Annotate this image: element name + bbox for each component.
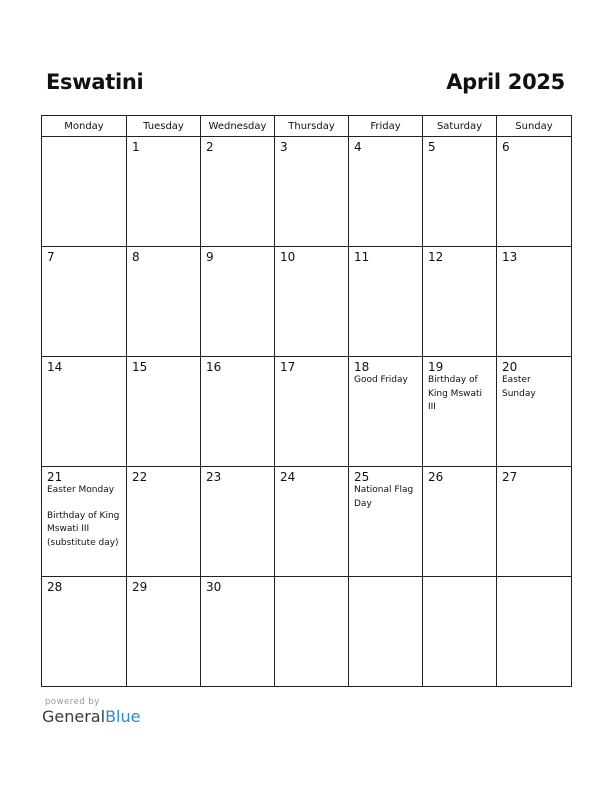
weekday-tuesday: Tuesday xyxy=(127,116,201,137)
day-cell-21 xyxy=(42,467,127,577)
day-number: 22 xyxy=(132,470,148,484)
weekday-wednesday: Wednesday xyxy=(201,116,275,137)
day-number: 3 xyxy=(280,140,288,154)
day-number: 27 xyxy=(502,470,518,484)
day-cell-26 xyxy=(423,467,497,577)
day-number: 4 xyxy=(354,140,362,154)
weekday-sunday: Sunday xyxy=(497,116,572,137)
day-cell-9 xyxy=(201,247,275,357)
day-cell-4 xyxy=(349,137,423,247)
empty-day-cell xyxy=(275,577,349,687)
day-number: 21 xyxy=(47,470,63,484)
powered-by-text: powered by xyxy=(45,697,100,707)
day-cell-2 xyxy=(201,137,275,247)
week-row xyxy=(42,577,572,687)
calendar-body xyxy=(42,137,572,687)
week-row xyxy=(42,137,572,247)
holiday-event: Birthday of King Mswati III (substitute day) xyxy=(47,510,120,548)
holiday-event: Easter Monday xyxy=(47,485,115,495)
day-cell-20 xyxy=(497,357,572,467)
calendar-grid xyxy=(41,115,572,687)
empty-day-cell xyxy=(349,577,423,687)
day-number: 9 xyxy=(206,250,214,264)
day-cell-18 xyxy=(349,357,423,467)
day-number: 15 xyxy=(132,360,148,374)
day-cell-13 xyxy=(497,247,572,357)
holiday-event: National Flag Day xyxy=(354,485,414,509)
generalblue-logo[interactable] xyxy=(42,708,140,726)
week-row xyxy=(42,357,572,467)
day-number: 12 xyxy=(428,250,444,264)
day-cell-1 xyxy=(127,137,201,247)
day-number: 10 xyxy=(280,250,296,264)
day-cell-27 xyxy=(497,467,572,577)
day-number: 11 xyxy=(354,250,370,264)
day-cell-16 xyxy=(201,357,275,467)
day-cell-24 xyxy=(275,467,349,577)
month-year-title: April 2025 xyxy=(446,70,565,94)
day-number: 26 xyxy=(428,470,444,484)
holiday-event: Easter Sunday xyxy=(502,375,536,399)
day-cell-5 xyxy=(423,137,497,247)
day-number: 17 xyxy=(280,360,296,374)
day-cell-10 xyxy=(275,247,349,357)
day-number: 8 xyxy=(132,250,140,264)
day-number xyxy=(423,577,496,580)
day-cell-12 xyxy=(423,247,497,357)
day-number: 2 xyxy=(206,140,214,154)
logo-text-general: General xyxy=(42,707,106,726)
holiday-event: Birthday of King Mswati III xyxy=(428,375,483,412)
day-number: 14 xyxy=(47,360,63,374)
day-cell-25 xyxy=(349,467,423,577)
empty-day-cell xyxy=(42,137,127,247)
weekday-saturday: Saturday xyxy=(423,116,497,137)
weekday-thursday: Thursday xyxy=(275,116,349,137)
day-cell-23 xyxy=(201,467,275,577)
day-number: 5 xyxy=(428,140,436,154)
day-number: 20 xyxy=(502,360,518,374)
week-row xyxy=(42,247,572,357)
day-number: 16 xyxy=(206,360,222,374)
day-cell-8 xyxy=(127,247,201,357)
weekday-friday: Friday xyxy=(349,116,423,137)
day-number xyxy=(497,577,571,580)
day-number: 18 xyxy=(354,360,370,374)
day-cell-11 xyxy=(349,247,423,357)
day-cell-17 xyxy=(275,357,349,467)
day-number xyxy=(275,577,348,580)
day-number: 19 xyxy=(428,360,444,374)
day-cell-3 xyxy=(275,137,349,247)
country-title: Eswatini xyxy=(46,70,144,94)
weekday-monday: Monday xyxy=(42,116,127,137)
day-cell-30 xyxy=(201,577,275,687)
day-cell-15 xyxy=(127,357,201,467)
day-cell-19 xyxy=(423,357,497,467)
day-number: 28 xyxy=(47,580,63,594)
day-number: 24 xyxy=(280,470,296,484)
day-cell-6 xyxy=(497,137,572,247)
brand-footer xyxy=(42,697,140,726)
day-number: 7 xyxy=(47,250,55,264)
empty-day-cell xyxy=(497,577,572,687)
day-cell-28 xyxy=(42,577,127,687)
day-cell-14 xyxy=(42,357,127,467)
day-cell-22 xyxy=(127,467,201,577)
day-number: 1 xyxy=(132,140,140,154)
empty-day-cell xyxy=(423,577,497,687)
day-number xyxy=(349,577,422,580)
day-cell-29 xyxy=(127,577,201,687)
day-number: 25 xyxy=(354,470,370,484)
week-row xyxy=(42,467,572,577)
day-number: 30 xyxy=(206,580,222,594)
day-number: 29 xyxy=(132,580,148,594)
holiday-event: Good Friday xyxy=(354,375,408,385)
logo-text-blue: Blue xyxy=(105,707,141,726)
day-number: 23 xyxy=(206,470,222,484)
day-number xyxy=(42,137,126,140)
day-cell-7 xyxy=(42,247,127,357)
day-number: 13 xyxy=(502,250,518,264)
day-number: 6 xyxy=(502,140,510,154)
weekday-header-row xyxy=(42,116,572,137)
